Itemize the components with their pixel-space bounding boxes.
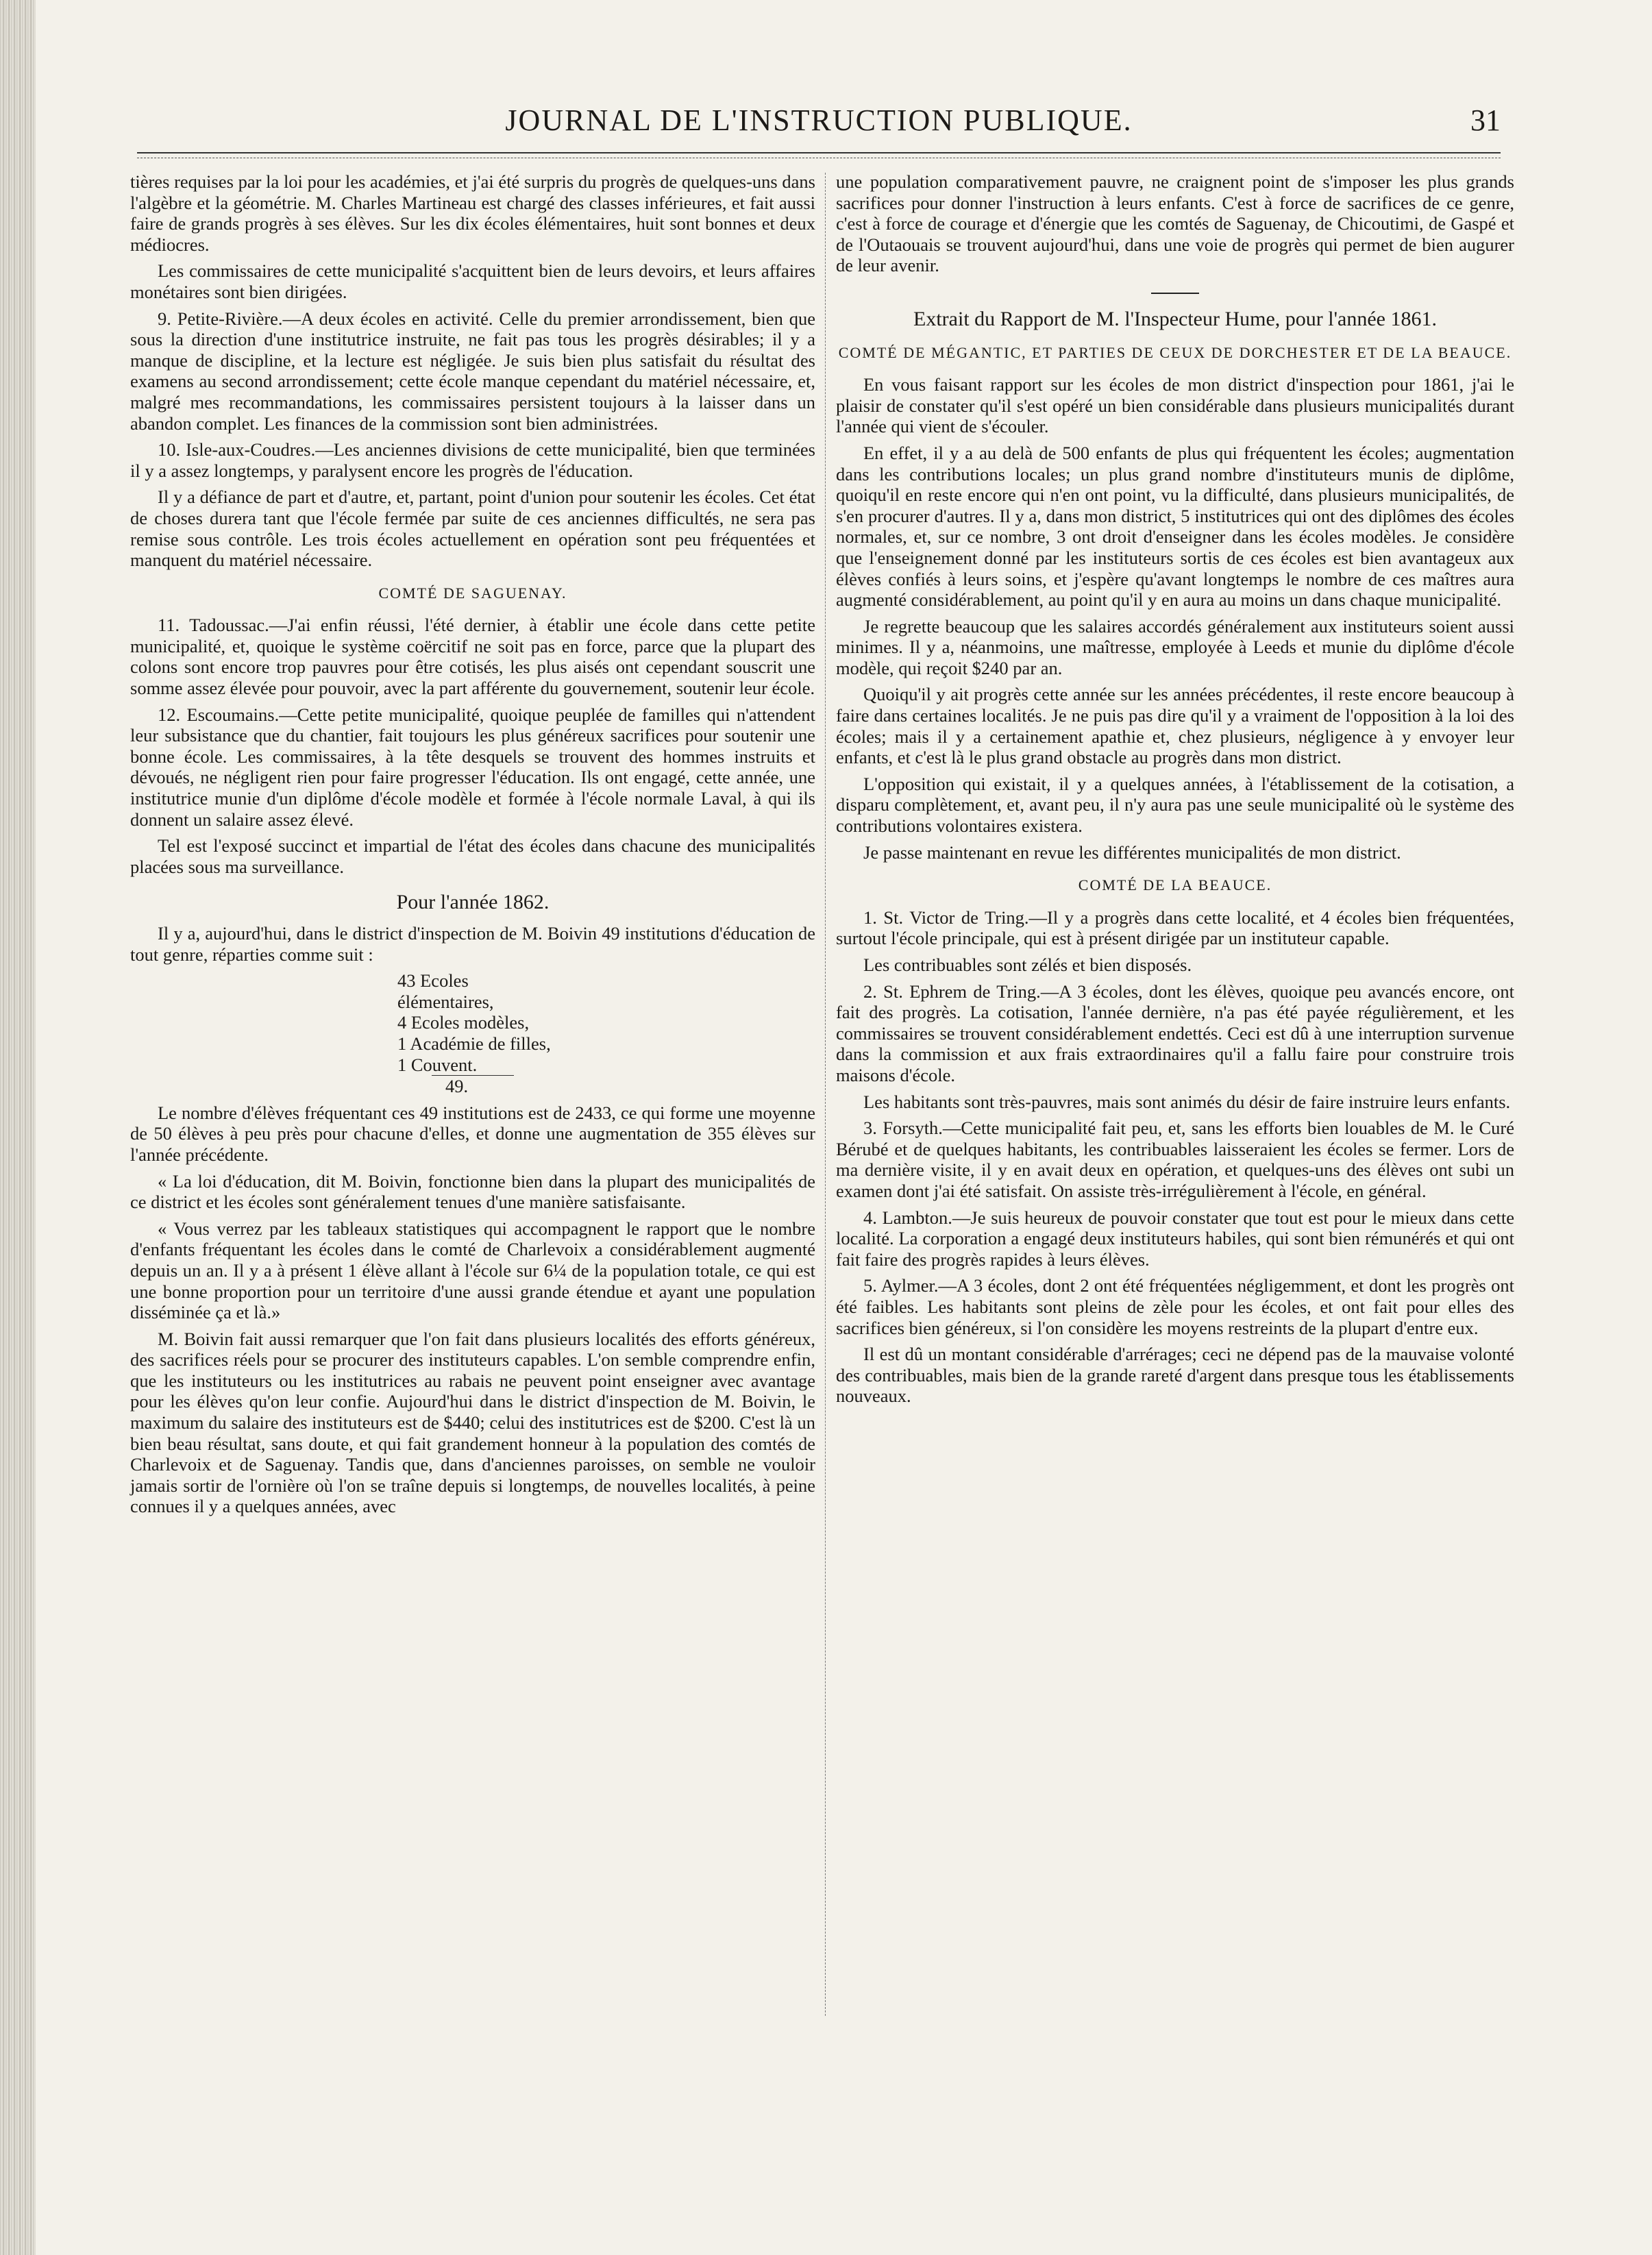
paragraph: 4. Lambton.—Je suis heureux de pouvoir constater que tout est pour le mieux dans cette localité. La corporation a engagé deux instituteurs habiles, qui sont bien rémunérés et qui ont fait faire des progrès rapides à leurs élèves. xyxy=(836,1207,1514,1270)
separator-rule xyxy=(1151,293,1199,294)
right-column xyxy=(836,171,1514,1412)
paragraph: 9. Petite-Rivière.—A deux écoles en activité. Celle du premier arrondissement, bien que sous la direction d'une institutrice instruite, ne fait pas tous les progrès désirables; il y a manque de discipline, et la lecture est négligée. Je suis bien plus satisfait du résultat des examens au second arrondissement; cette école manque cependant du matériel nécessaire, et, malgré mes recommandations, les commissaires persistent toujours à la laisser dans un abandon complet. Les finances de la commission sont bien administrées. xyxy=(130,308,815,434)
section-heading: COMTÉ DE MÉGANTIC, ET PARTIES DE CEUX DE DORCHESTER ET DE LA BEAUCE. xyxy=(838,343,1512,361)
list-item: 1 Couvent. xyxy=(397,1054,478,1075)
list-item: 4 Ecoles modèles, xyxy=(397,1012,530,1033)
paragraph: 10. Isle-aux-Coudres.—Les anciennes divisions de cette municipalité, bien que terminées il y a assez longtemps, y paralysent encore les progrès de l'éducation. xyxy=(130,439,815,481)
page-number: 31 xyxy=(1470,103,1501,137)
running-title: JOURNAL DE L'INSTRUCTION PUBLIQUE. xyxy=(505,103,1133,137)
paragraph: 11. Tadoussac.—J'ai enfin réussi, l'été dernier, à établir une école dans cette petite municipalité, et, quoique le système coërcitif ne soit pas en force, parce que la plupart des colons sont encore trop pauvres pour être cotisés, les plus aisés ont cependant souscrit une somme assez élevée pour pouvoir, avec la part afférente du gouvernement, soutenir leur école. xyxy=(130,615,815,699)
institutions-list xyxy=(384,970,562,1097)
column-divider xyxy=(825,173,826,2016)
paragraph: 5. Aylmer.—A 3 écoles, dont 2 ont été fréquentées négligemment, et dont les progrès ont été faibles. Les habitants sont pleins de zèle pour les écoles, et ont fait pour elles des sacrifices bien généreux, si l'on considère les moyens restreints de la plupart d'entre eux. xyxy=(836,1275,1514,1338)
paragraph: En effet, il y a au delà de 500 enfants de plus qui fréquentent les écoles; augmentation dans les contributions locales; un plus grand nombre d'instituteurs munis de diplôme, quoiqu'il en reste encore qui n'en ont point, vu la difficulté, dans plusieurs municipalités, de s'en procurer d'autres. Il y a, dans mon district, 5 institutrices qui ont des diplômes des écoles normales, et, sur ce nombre, 3 ont droit d'enseigner dans les écoles modèles. Je considère que l'enseignement donné par les instituteurs sortis de ces écoles est bien avantageux aux élèves confiés à leurs soins, et j'espère qu'avant longtemps le nombre de ces maîtres aura augmenté considérablement, au point qu'il y en aura au moins un dans chaque municipalité. xyxy=(836,442,1514,611)
section-heading: COMTÉ DE LA BEAUCE. xyxy=(1078,876,1272,894)
paragraph: tières requises par la loi pour les académies, et j'ai été surpris du progrès de quelques-uns dans l'algèbre et la géométrie. M. Charles Martineau est chargé des classes inférieures, et fait aussi faire de grands progrès à ses élèves. Sur les dix écoles élémentaires, huit sont bonnes et deux médiocres. xyxy=(130,171,815,255)
paragraph: Je regrette beaucoup que les salaires accordés généralement aux instituteurs soient aussi minimes. Il y a, néanmoins, une maîtresse, employée à Leeds et munie du diplôme d'école modèle, qui reçoit $240 par an. xyxy=(836,615,1514,678)
paragraph: M. Boivin fait aussi remarquer que l'on fait dans plusieurs localités des efforts généreux, des sacrifices réels pour se procurer des instituteurs capables. L'on semble comprendre enfin, que les instituteurs ou les institutrices au rabais ne peuvent point enseigner avec avantage pour les élèves qu'on leur confie. Aujourd'hui dans le district d'inspection de M. Boivin, le maximum du salaire des instituteurs est de $440; celui des institutrices est de $200. C'est là un bien beau résultat, sans doute, et qui fait grandement honneur à la population des comtés de Charlevoix et de Saguenay. Tandis que, dans d'anciennes paroisses, on semble ne vouloir jamais sortir de l'ornière où l'on se traîne depuis si longtemps, de nouvelles localités, à peine connues il y a quelques années, avec xyxy=(130,1328,815,1517)
paragraph: Les contribuables sont zélés et bien disposés. xyxy=(863,954,1192,975)
paragraph: 1. St. Victor de Tring.—Il y a progrès dans cette localité, et 4 écoles bien fréquentées, surtout l'école principale, qui est à présent dirigée par un instituteur capable. xyxy=(836,907,1514,949)
paragraph: En vous faisant rapport sur les écoles de mon district d'inspection pour 1861, j'ai le plaisir de constater qu'il s'est opéré un bien considérable dans plusieurs municipalités durant l'année qui vient de s'écouler. xyxy=(836,374,1514,437)
paragraph: « La loi d'éducation, dit M. Boivin, fonctionne bien dans la plupart des municipalités de ce district et les écoles sont généralement tenues d'une manière satisfaisante. xyxy=(130,1170,815,1213)
paragraph: Les commissaires de cette municipalité s'acquittent bien de leurs devoirs, et leurs affaires monétaires sont bien dirigées. xyxy=(130,260,815,302)
paragraph: 12. Escoumains.—Cette petite municipalité, quoique peuplée de familles qui n'attendent leur subsistance que du chantier, fait toujours les plus généreux sacrifices pour soutenir une bonne école. Les commissaires, à la tête desquels se trouvent des hommes instruits et dévoués, ne négligent rien pour faire progresser l'éducation. Ils ont engagé, cette année, une institutrice munie d'un diplôme d'école modèle et formée à l'école normale Laval, à qui ils donnent un salaire assez élevé. xyxy=(130,704,815,830)
paragraph: 3. Forsyth.—Cette municipalité fait peu, et, sans les efforts bien louables de M. le Curé Bérubé et de quelques habitants, les contribuables laisseraient les écoles se fermer. Lors de ma dernière visite, il y en avait deux en opération, et quelques-uns des élèves ont subi un examen dont j'ai été satisfait. On assiste très-irrégulièrement à l'école, en général. xyxy=(836,1118,1514,1201)
paragraph: une population comparativement pauvre, ne craignent point de s'imposer les plus grands sacrifices pour donner l'instruction à leurs enfants. C'est à force de sacrifices de ce genre, c'est à force de courage et d'énergie que les comtés de Saguenay, de Chicoutimi, de Gaspé et de l'Outaouais se trouvent aujourd'hui, dans une voie de progrès qui permet de bien augurer de leur avenir. xyxy=(836,171,1514,276)
paragraph: Il est dû un montant considérable d'arrérages; ceci ne dépend pas de la mauvaise volonté des contribuables, mais bien de la grande rareté d'argent dans presque tous les établissements nouveaux. xyxy=(836,1344,1514,1407)
paragraph: Tel est l'exposé succinct et impartial de l'état des écoles dans chacune des municipalités placées sous ma surveillance. xyxy=(130,835,815,877)
section-title: Extrait du Rapport de M. l'Inspecteur Hume, pour l'année 1861. xyxy=(913,307,1437,330)
scan-edge xyxy=(0,0,36,2255)
page-header xyxy=(137,103,1501,144)
list-item: 43 Ecoles élémentaires, xyxy=(397,970,494,1012)
paragraph: Il y a, aujourd'hui, dans le district d'inspection de M. Boivin 49 institutions d'éducation de tout genre, réparties comme suit : xyxy=(130,923,815,965)
list-item: 1 Académie de filles, xyxy=(397,1033,551,1054)
paragraph: « Vous verrez par les tableaux statistiques qui accompagnent le rapport que le nombre d'enfants fréquentant les écoles dans le comté de Charlevoix a considérablement augmenté depuis un an. Il y a à présent 1 élève allant à l'école sur 6¼ de la population totale, ce qui est une bonne proportion pour un territoire d'une aussi grande étendue et ayant une population disséminée ça et là.» xyxy=(130,1218,815,1323)
paragraph: Le nombre d'élèves fréquentant ces 49 institutions est de 2433, ce qui forme une moyenne de 50 élèves à peu près pour chacune d'elles, et donne une augmentation de 355 élèves sur l'année précédente. xyxy=(130,1102,815,1165)
section-title: Pour l'année 1862. xyxy=(396,891,550,914)
paragraph: L'opposition qui existait, il y a quelques années, à l'établissement de la cotisation, a disparu complètement, et, avant peu, il n'y aura pas une seule municipalité où le système des contributions volontaires existera. xyxy=(836,773,1514,837)
paragraph: Il y a défiance de part et d'autre, et, partant, point d'union pour soutenir les écoles. Cet état de choses durera tant que l'école fermée par suite de ces anciennes difficultés, ne sera pas remise sous contrôle. Les trois écoles actuellement en opération sont peu fréquentées et manquent du matériel nécessaire. xyxy=(130,486,815,571)
paragraph: 2. St. Ephrem de Tring.—A 3 écoles, dont les élèves, quoique peu avancés encore, ont fait des progrès. La cotisation, l'année dernière, n'a pas été payée régulièrement, et les commissaires se trouvent considérablement endettés. Ceci est dû à une interruption survenue dans la commission et aux frais extraordinaires qu'il a fallu faire pour construire trois maisons d'école. xyxy=(836,981,1514,1085)
paragraph: Quoiqu'il y ait progrès cette année sur les années précédentes, il reste encore beaucoup à faire dans certaines localités. Je ne puis pas dire qu'il y a vraiment de l'opposition à la loi des écoles; mais il y a certainement apathie et, chez plusieurs, négligence à y envoyer leur enfants, et c'est là le plus grand obstacle au progrès dans mon district. xyxy=(836,684,1514,768)
paragraph: Les habitants sont très-pauvres, mais sont animés du désir de faire instruire leurs enfants. xyxy=(863,1091,1511,1112)
header-rule xyxy=(137,152,1501,158)
left-column xyxy=(130,171,815,1523)
section-heading: COMTÉ DE SAGUENAY. xyxy=(378,584,567,602)
list-total: 49. xyxy=(432,1075,514,1097)
paragraph: Je passe maintenant en revue les différentes municipalités de mon district. xyxy=(863,841,1401,863)
